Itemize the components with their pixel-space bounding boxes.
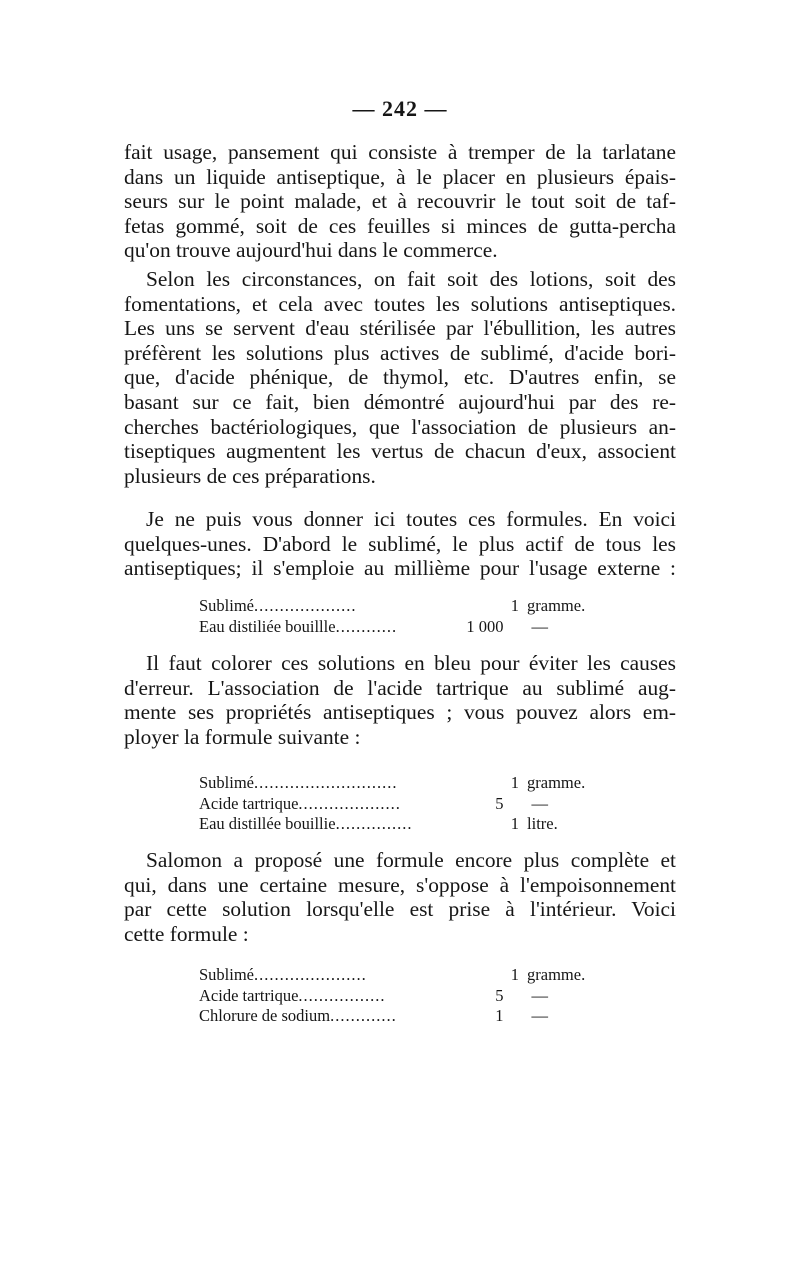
ingredient-name: Acide tartrique bbox=[199, 793, 299, 813]
formula-row bbox=[199, 1006, 619, 1027]
ingredient-quantity: 1 bbox=[510, 965, 520, 984]
text-line: que, d'acide phénique, de thymol, etc. D'autres enfin, se bbox=[124, 365, 676, 390]
paragraph-2 bbox=[124, 267, 676, 488]
text-line: tiseptiques augmentent les vertus de chacun d'eux, associent bbox=[124, 439, 676, 464]
paragraph-1 bbox=[124, 140, 676, 263]
ingredient-unit: gramme. bbox=[527, 773, 586, 792]
text-line: cherches bactériologiques, que l'association de plusieurs an- bbox=[124, 414, 676, 439]
leader-dots: ................. bbox=[298, 985, 386, 1005]
leader-dots: .................... bbox=[298, 793, 401, 813]
formula-row bbox=[199, 965, 619, 986]
text-line: qu'on trouve aujourd'hui dans le commerce. bbox=[124, 238, 498, 263]
leader-dots: ............. bbox=[330, 1006, 397, 1025]
ingredient-quantity: 5 bbox=[495, 985, 504, 1005]
ingredient-quantity: 1 bbox=[510, 814, 520, 833]
ingredient-name: Sublimé bbox=[199, 596, 255, 615]
ingredient-quantity: 1 bbox=[510, 596, 520, 615]
formula-row bbox=[199, 596, 619, 617]
text-line: d'erreur. L'association de l'acide tartrique au sublimé aug- bbox=[124, 675, 676, 700]
text-line: plusieurs de ces préparations. bbox=[124, 463, 376, 488]
text-line: Les uns se servent d'eau stérilisée par l'ébullition, les autres bbox=[124, 316, 676, 341]
leader-dots: ............... bbox=[335, 814, 413, 833]
ingredient-name: Eau distiliée bouillle bbox=[199, 616, 336, 636]
paragraph-body bbox=[124, 267, 676, 488]
paragraph-3 bbox=[124, 507, 676, 581]
formula-row bbox=[199, 986, 619, 1007]
formula-row bbox=[199, 794, 619, 815]
formula-row bbox=[199, 773, 619, 794]
formula-3 bbox=[199, 965, 619, 1027]
text-line: Il faut colorer ces solutions en bleu pour éviter les causes bbox=[146, 651, 676, 675]
ingredient-name: Chlorure de sodium bbox=[199, 1006, 331, 1025]
text-line: dans un liquide antiseptique, à le placer en plusieurs épais- bbox=[124, 164, 676, 189]
paragraph-body bbox=[124, 651, 676, 749]
ingredient-unit: gramme. bbox=[527, 596, 586, 615]
ingredient-name: Acide tartrique bbox=[199, 985, 299, 1005]
ingredient-quantity: 1 bbox=[510, 773, 520, 792]
text-line: cette formule : bbox=[124, 921, 249, 946]
text-line: fetas gommé, soit de ces feuilles si minces de gutta-percha bbox=[124, 213, 676, 238]
leader-dots: .................... bbox=[254, 596, 357, 615]
paragraph-body bbox=[124, 507, 676, 581]
paragraph-5 bbox=[124, 848, 676, 946]
text-line: seurs sur le point malade, et à recouvrir le tout soit de taf- bbox=[124, 189, 676, 214]
ingredient-unit: — bbox=[531, 793, 548, 813]
text-line: Selon les circonstances, on fait soit des lotions, soit des bbox=[146, 267, 676, 291]
leader-dots: ...................... bbox=[254, 965, 367, 984]
text-line: fomentations, et cela avec toutes les solutions antiseptiques. bbox=[124, 291, 676, 316]
text-line: quelques-unes. D'abord le sublimé, le plus actif de tous les bbox=[124, 531, 676, 556]
ingredient-quantity: 1 bbox=[495, 1006, 504, 1025]
ingredient-name: Eau distillée bouillie bbox=[199, 814, 336, 833]
ingredient-name: Sublimé bbox=[199, 773, 255, 792]
formula-row bbox=[199, 617, 619, 638]
leader-dots: ............................ bbox=[254, 773, 398, 792]
paragraph-body bbox=[124, 140, 676, 263]
text-line: Salomon a proposé une formule encore plus complète et bbox=[146, 848, 676, 872]
ingredient-unit: — bbox=[531, 985, 548, 1005]
text-line: ployer la formule suivante : bbox=[124, 724, 361, 749]
ingredient-name: Sublimé bbox=[199, 965, 255, 984]
page-number: — 242 — bbox=[352, 96, 448, 121]
text-line: basant sur ce fait, bien démontré aujourd'hui par des re- bbox=[124, 389, 676, 414]
formula-2 bbox=[199, 773, 619, 835]
text-line: mente ses propriétés antiseptiques ; vous pouvez alors em- bbox=[124, 700, 676, 725]
text-line: qui, dans une certaine mesure, s'oppose à l'empoisonnement bbox=[124, 872, 676, 897]
ingredient-quantity: 5 bbox=[495, 793, 504, 813]
text-line: antiseptiques; il s'emploie au millième pour l'usage externe : bbox=[124, 556, 676, 581]
paragraph-4 bbox=[124, 651, 676, 749]
formula-1 bbox=[199, 596, 619, 637]
ingredient-unit: — bbox=[531, 1006, 548, 1025]
text-line: Je ne puis vous donner ici toutes ces formules. En voici bbox=[146, 507, 676, 531]
text-line: par cette solution lorsqu'elle est prise à l'intérieur. Voici bbox=[124, 897, 676, 922]
leader-dots: ............ bbox=[335, 616, 398, 636]
text-line: fait usage, pansement qui consiste à tremper de la tarlatane bbox=[124, 140, 676, 164]
ingredient-unit: gramme. bbox=[527, 965, 586, 984]
formula-row bbox=[199, 814, 619, 835]
ingredient-unit: — bbox=[531, 616, 548, 636]
ingredient-quantity: 1 000 bbox=[466, 616, 504, 636]
text-line: préfèrent les solutions plus actives de sublimé, d'acide bori- bbox=[124, 340, 676, 365]
ingredient-unit: litre. bbox=[527, 814, 558, 833]
paragraph-body bbox=[124, 848, 676, 946]
